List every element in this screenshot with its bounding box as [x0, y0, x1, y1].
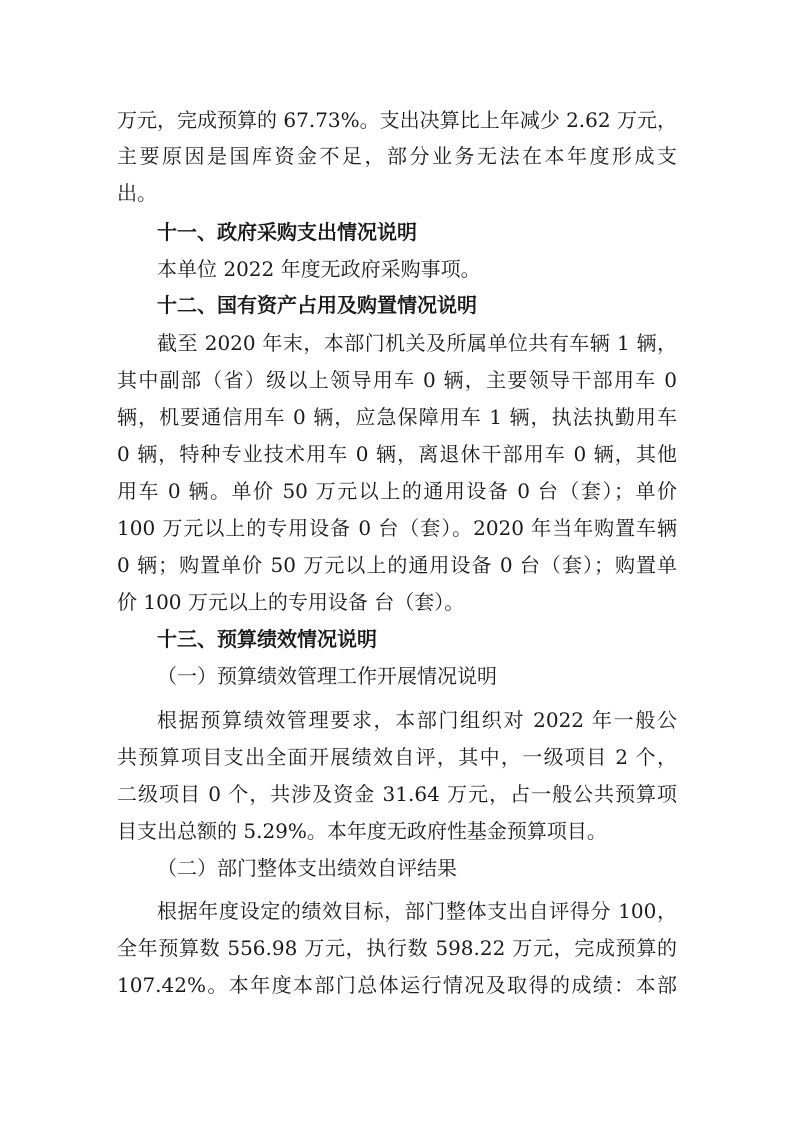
section-heading-assets: 十二、国有资产占用及购置情况说明 — [157, 293, 477, 317]
paragraph-line: 0 辆，特种专业技术用车 0 辆，离退休干部用车 0 辆，其他 — [117, 442, 677, 466]
paragraph-line: 其中副部（省）级以上领导用车 0 辆，主要领导干部用车 0 — [117, 368, 677, 392]
paragraph-line: 目支出总额的 5.29%。本年度无政府性基金预算项目。 — [117, 819, 607, 843]
section-heading-procurement: 十一、政府采购支出情况说明 — [157, 220, 417, 244]
subsection-heading-management: （一）预算绩效管理工作开展情况说明 — [157, 664, 497, 688]
paragraph-line: 100 万元以上的专用设备 0 台（套）。2020 年当年购置车辆 — [117, 516, 677, 540]
paragraph-line: 价 100 万元以上的专用设备 台（套）。 — [117, 590, 465, 614]
paragraph-line: 辆，机要通信用车 0 辆，应急保障用车 1 辆，执法执勤用车 — [117, 405, 677, 429]
paragraph-line: 截至 2020 年末，本部门机关及所属单位共有车辆 1 辆， — [157, 331, 677, 355]
paragraph-line: 万元，完成预算的 67.73%。支出决算比上年减少 2.62 万元， — [117, 108, 677, 132]
subsection-heading-self-evaluation: （二）部门整体支出绩效自评结果 — [157, 856, 457, 880]
paragraph-line: 共预算项目支出全面开展绩效自评，其中，一级项目 2 个， — [117, 745, 677, 769]
paragraph-line: 出。 — [117, 181, 157, 205]
paragraph-line: 根据预算绩效管理要求，本部门组织对 2022 年一般公 — [157, 708, 677, 732]
paragraph-line: 二级项目 0 个，共涉及资金 31.64 万元，占一般公共预算项 — [117, 782, 677, 806]
paragraph-line: 根据年度设定的绩效目标，部门整体支出自评得分 100， — [157, 899, 677, 923]
section-heading-performance: 十三、预算绩效情况说明 — [157, 627, 377, 651]
paragraph-line: 全年预算数 556.98 万元，执行数 598.22 万元，完成预算的 — [117, 936, 677, 960]
paragraph-line: 主要原因是国库资金不足，部分业务无法在本年度形成支 — [117, 144, 677, 168]
paragraph-line: 本单位 2022 年度无政府采购事项。 — [157, 257, 481, 281]
paragraph-line: 0 辆；购置单价 50 万元以上的通用设备 0 台（套）；购置单 — [117, 553, 677, 577]
paragraph-line: 107.42%。本年度本部门总体运行情况及取得的成绩：本部 — [117, 973, 677, 997]
paragraph-line: 用车 0 辆。单价 50 万元以上的通用设备 0 台（套）；单价 — [117, 479, 677, 503]
